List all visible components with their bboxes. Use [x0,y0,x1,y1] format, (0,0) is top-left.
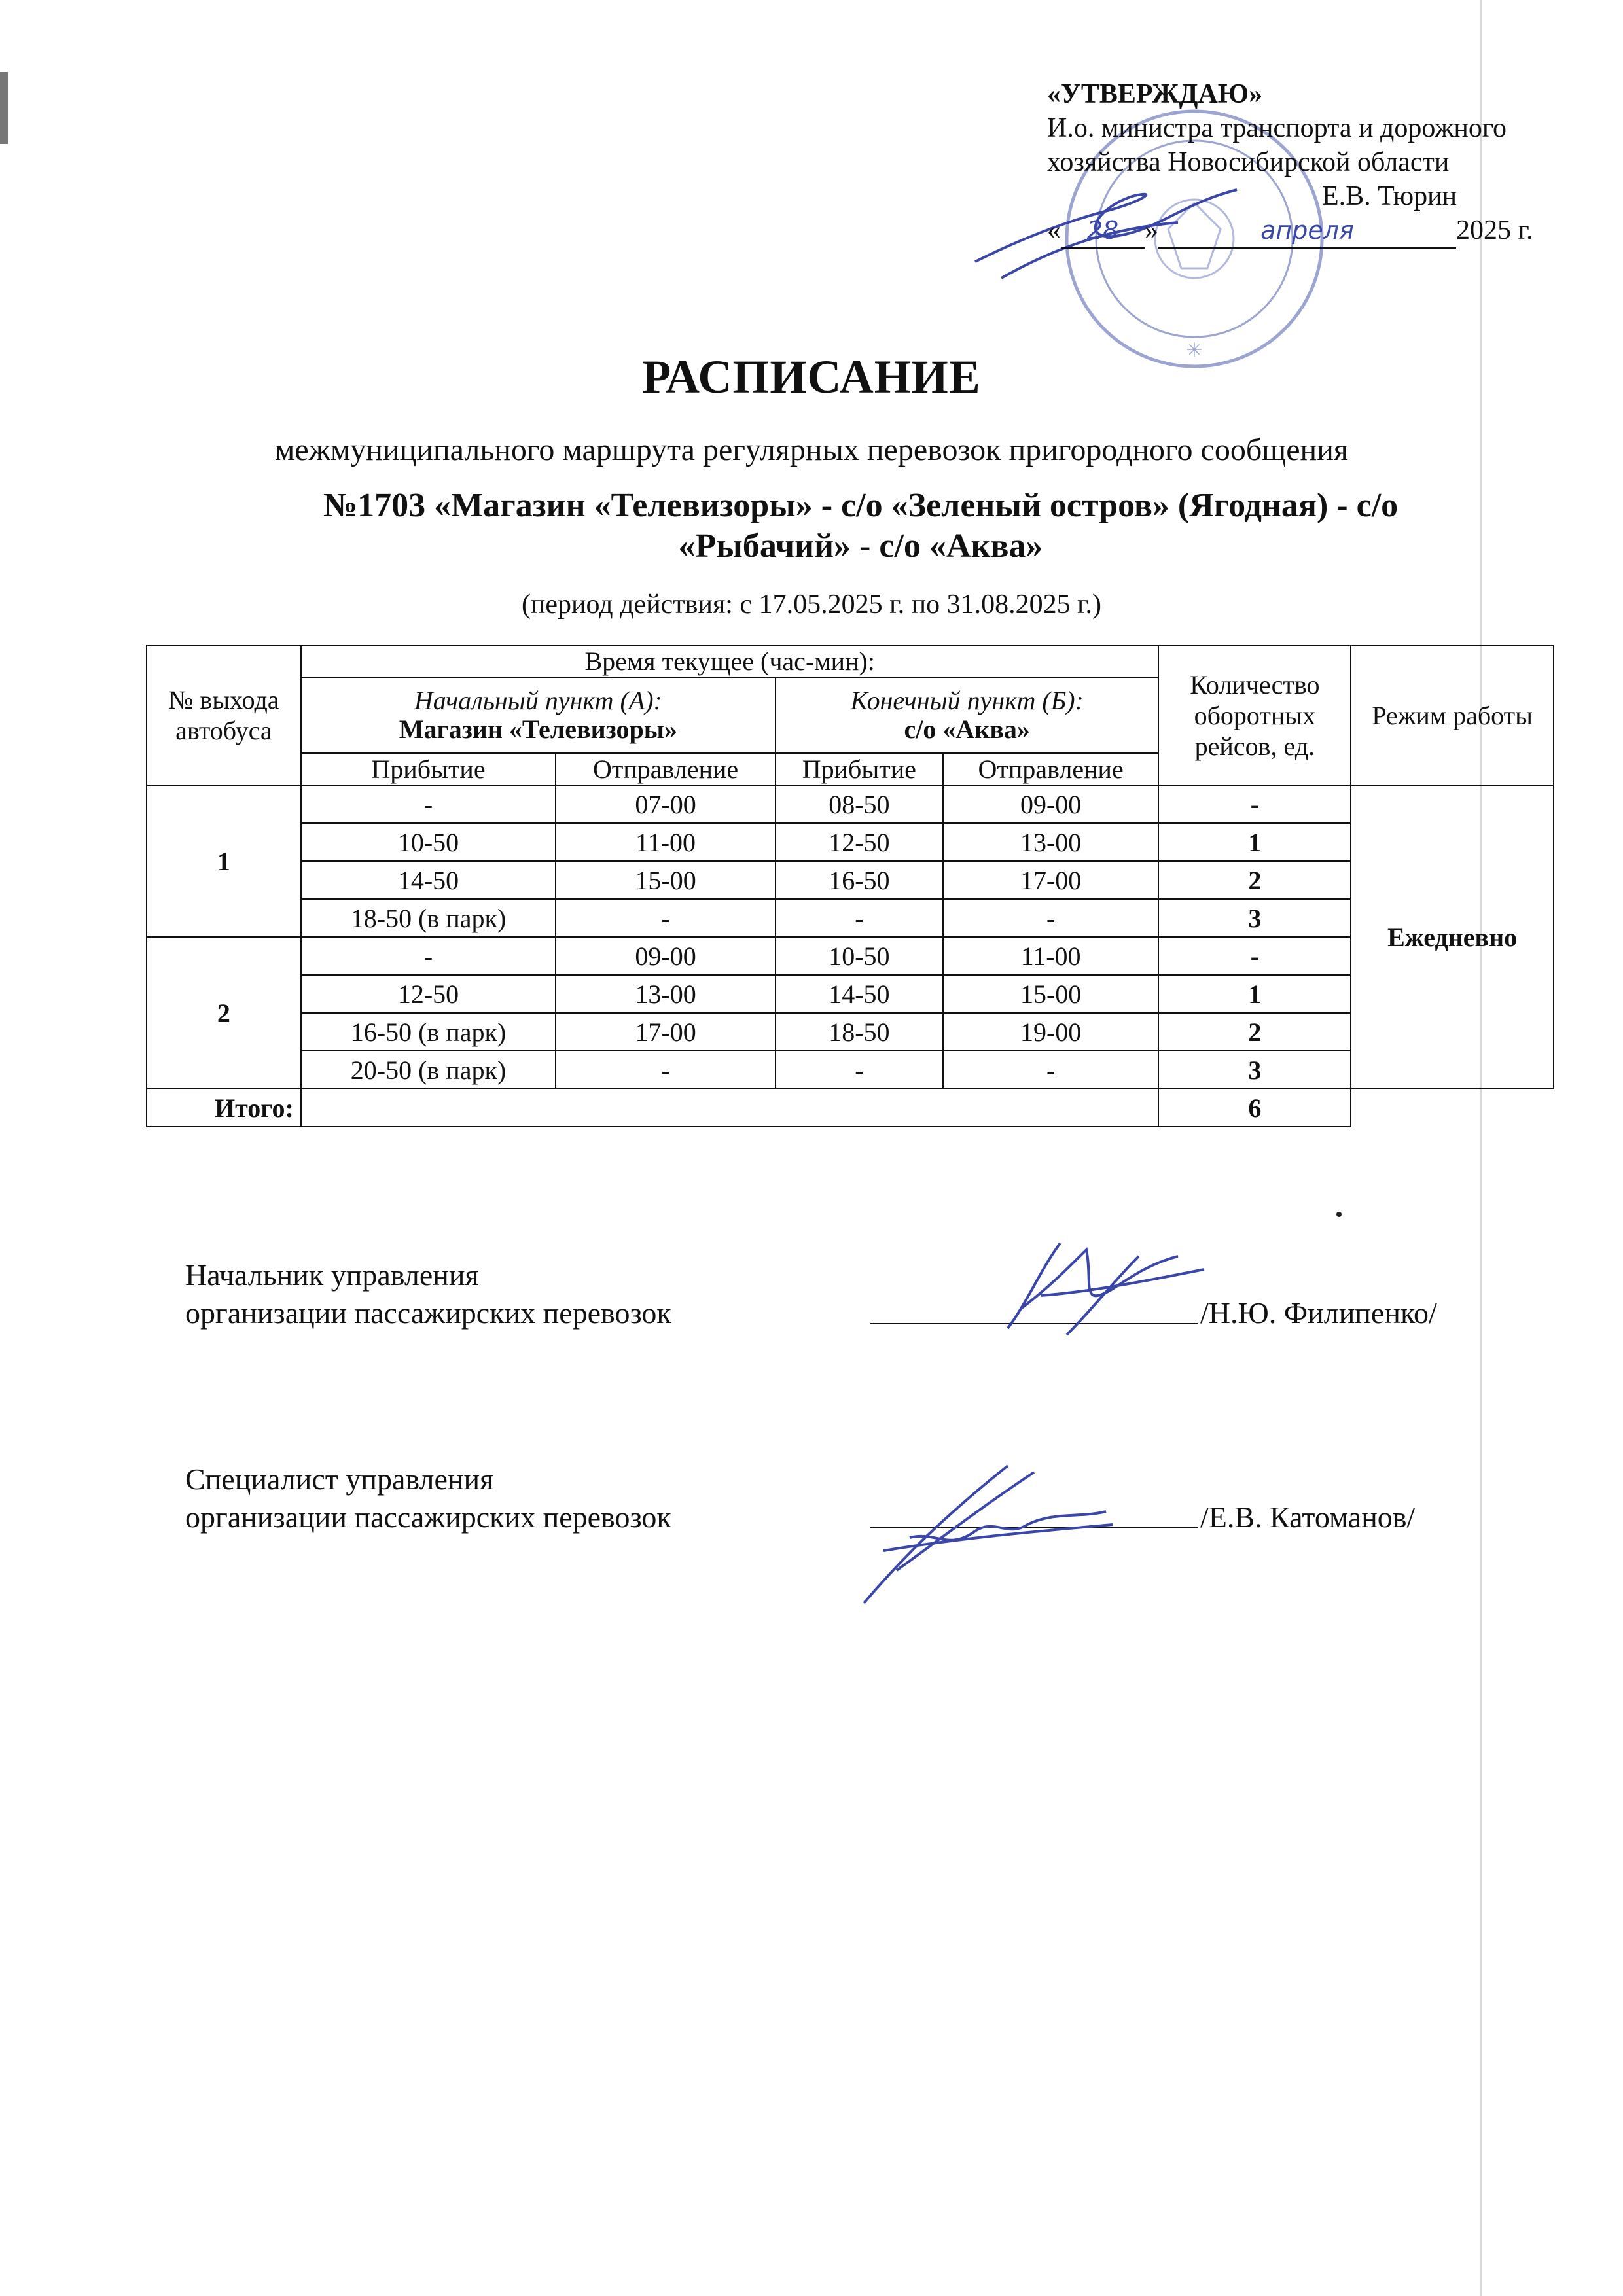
approval-block [1047,77,1623,249]
start-point-label: Начальный пункт (А): [414,686,662,715]
trip-count-cell: 1 [1158,975,1351,1013]
approval-date [1047,213,1623,249]
end-arrival-cell: - [776,899,943,937]
document-title: РАСПИСАНИЕ [642,351,981,403]
signatory-1-line2: организации пассажирских перевозок [185,1296,671,1330]
start-point-name: Магазин «Телевизоры» [399,715,677,744]
date-year: 2025 г. [1456,215,1533,245]
start-arrival-cell: 10-50 [301,823,556,861]
table-row [147,785,1554,823]
end-arrival-cell: 18-50 [776,1013,943,1051]
start-departure-cell: 07-00 [556,785,776,823]
trip-count-cell: - [1158,785,1351,823]
table-row [147,1051,1554,1089]
route-line-1: №1703 «Магазин «Телевизоры» - с/о «Зеленый остров» (Ягодная) - с/о [323,487,1399,524]
route-name [216,486,1505,567]
start-departure-cell: - [556,899,776,937]
start-departure-cell: - [556,1051,776,1089]
signatory-2-title [185,1460,671,1536]
end-arrival-cell: 12-50 [776,823,943,861]
end-arrival-cell: 10-50 [776,937,943,975]
start-arrival-cell: 12-50 [301,975,556,1013]
end-departure-cell: - [943,1051,1159,1089]
scan-edge-mark [0,72,8,144]
end-departure-cell: 15-00 [943,975,1159,1013]
trip-count-cell: 1 [1158,823,1351,861]
scan-speck [1336,1212,1342,1217]
total-value: 6 [1158,1089,1351,1127]
start-arrival-cell: - [301,785,556,823]
validity-period: (период действия: с 17.05.2025 г. по 31.08.2025 г.) [521,590,1102,620]
end-departure-cell: 11-00 [943,937,1159,975]
header-operation-mode: Режим работы [1351,645,1554,785]
header-start-departure: Отправление [556,753,776,785]
table-row [147,899,1554,937]
header-end-point [776,677,1159,753]
date-month: апреля [1158,213,1456,249]
trip-count-cell: 2 [1158,1013,1351,1051]
signatory-2-line1: Специалист управления [185,1462,494,1496]
signatory-1-signature [982,1230,1230,1341]
table-row [147,937,1554,975]
end-point-label: Конечный пункт (Б): [850,686,1084,715]
start-arrival-cell: 18-50 (в парк) [301,899,556,937]
start-departure-cell: 17-00 [556,1013,776,1051]
schedule-body [147,785,1554,1089]
document-subtitle: межмуниципального маршрута регулярных перевозок пригородного сообщения [275,433,1348,467]
end-departure-cell: 19-00 [943,1013,1159,1051]
header-end-departure: Отправление [943,753,1159,785]
trip-count-cell: 3 [1158,899,1351,937]
trip-count-cell: - [1158,937,1351,975]
header-current-time: Время текущее (час-мин): [301,645,1159,677]
end-departure-cell: 09-00 [943,785,1159,823]
signatory-2-signature [844,1459,1119,1610]
signatory-1-name: /Н.Ю. Филипенко/ [1200,1296,1437,1330]
end-departure-cell: 13-00 [943,823,1159,861]
trip-count-cell: 2 [1158,861,1351,899]
svg-text:✳: ✳ [1186,339,1203,362]
end-departure-cell: 17-00 [943,861,1159,899]
start-departure-cell: 11-00 [556,823,776,861]
end-arrival-cell: 16-50 [776,861,943,899]
approval-position-line1: И.о. министра транспорта и дорожного [1047,113,1507,143]
scan-margin-line [1480,0,1482,2296]
start-departure-cell: 13-00 [556,975,776,1013]
start-arrival-cell: - [301,937,556,975]
total-row [147,1089,1554,1127]
signatory-1-line1: Начальник управления [185,1258,479,1292]
start-arrival-cell: 14-50 [301,861,556,899]
start-departure-cell: 09-00 [556,937,776,975]
signatory-2-name: /Е.В. Катоманов/ [1200,1500,1416,1534]
header-end-arrival: Прибытие [776,753,943,785]
approval-heading: «УТВЕРЖДАЮ» [1047,79,1263,109]
trip-count-cell: 3 [1158,1051,1351,1089]
table-row [147,975,1554,1013]
header-start-arrival: Прибытие [301,753,556,785]
start-arrival-cell: 20-50 (в парк) [301,1051,556,1089]
end-arrival-cell: - [776,1051,943,1089]
signatory-2-line2: организации пассажирских перевозок [185,1500,671,1534]
end-arrival-cell: 08-50 [776,785,943,823]
signatory-1-title [185,1256,671,1332]
start-arrival-cell: 16-50 (в парк) [301,1013,556,1051]
exit-number-cell: 1 [147,785,301,937]
table-row [147,823,1554,861]
operation-mode-cell: Ежедневно [1351,785,1554,1089]
end-arrival-cell: 14-50 [776,975,943,1013]
date-day: 28 [1061,213,1145,249]
total-label: Итого: [147,1089,301,1127]
date-close-quote: » [1145,215,1158,245]
date-open-quote: « [1047,215,1061,245]
total-empty-cell [301,1089,1159,1127]
table-row [147,1013,1554,1051]
exit-number-cell: 2 [147,937,301,1089]
route-line-2: «Рыбачий» - с/о «Аква» [678,527,1043,565]
approval-name: Е.В. Тюрин [1322,181,1457,211]
schedule-table [146,645,1554,1127]
end-point-name: с/о «Аква» [904,715,1030,744]
table-row [147,861,1554,899]
end-departure-cell: - [943,899,1159,937]
header-row-time [147,645,1554,677]
header-start-point [301,677,776,753]
header-exit-number: № выхода автобуса [147,645,301,785]
start-departure-cell: 15-00 [556,861,776,899]
header-trip-count: Количество оборотных рейсов, ед. [1158,645,1351,785]
approval-position-line2: хозяйства Новосибирской области [1047,147,1450,177]
